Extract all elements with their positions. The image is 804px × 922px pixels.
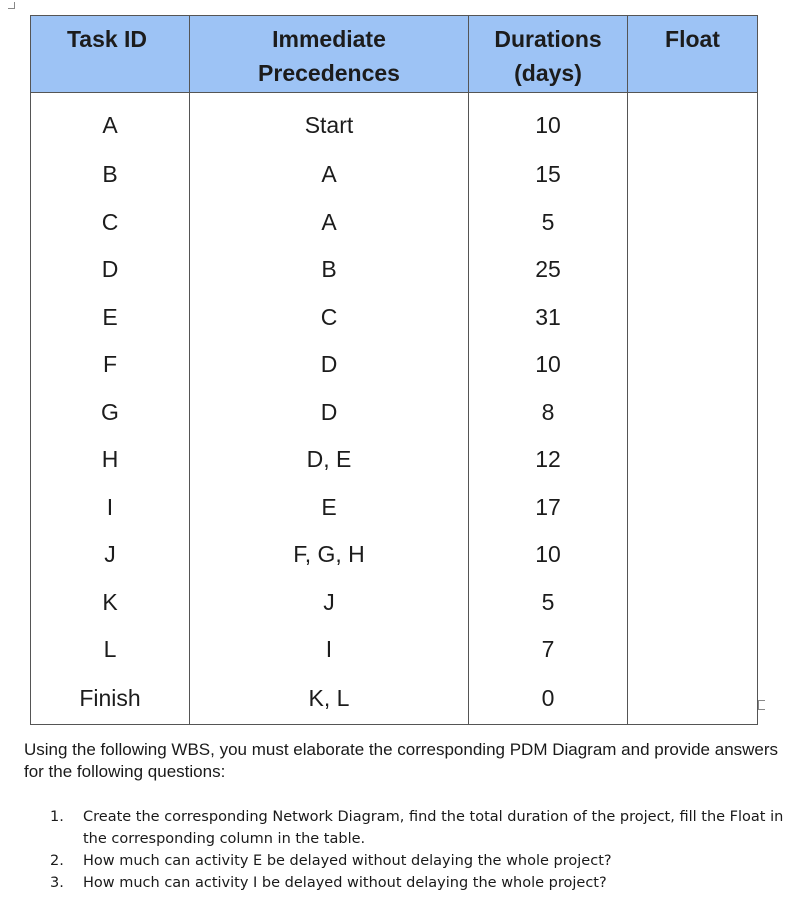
float-cell[interactable] — [628, 246, 758, 294]
header-duration-line1: Durations — [494, 26, 602, 52]
table-row — [31, 626, 758, 674]
question-number: 1. — [50, 809, 64, 825]
precedence-cell: D, E — [190, 436, 469, 484]
duration-cell: 10 — [469, 93, 628, 152]
task-id-cell: K — [31, 579, 190, 627]
duration-cell: 31 — [469, 294, 628, 342]
duration-cell: 8 — [469, 389, 628, 437]
float-cell[interactable] — [628, 674, 758, 725]
table-row — [31, 199, 758, 247]
precedence-cell: C — [190, 294, 469, 342]
table-header-row — [31, 16, 758, 93]
duration-cell: 12 — [469, 436, 628, 484]
task-id-cell: G — [31, 389, 190, 437]
task-id-cell: L — [31, 626, 190, 674]
task-id-cell: H — [31, 436, 190, 484]
table-row — [31, 484, 758, 532]
precedence-cell: F, G, H — [190, 531, 469, 579]
question-number: 3. — [50, 875, 64, 891]
intro-paragraph: Using the following WBS, you must elaborate the corresponding PDM Diagram and provide answers for the following questions: — [24, 740, 779, 781]
float-cell[interactable] — [628, 626, 758, 674]
corner-mark — [758, 700, 765, 710]
table-row — [31, 341, 758, 389]
question-list — [50, 806, 790, 894]
precedence-cell: Start — [190, 93, 469, 152]
table-row — [31, 436, 758, 484]
float-cell[interactable] — [628, 294, 758, 342]
header-task-id: Task ID — [31, 16, 190, 93]
question-text: How much can activity E be delayed without delaying the whole project? — [83, 853, 612, 869]
task-id-cell: A — [31, 93, 190, 152]
duration-cell: 0 — [469, 674, 628, 725]
task-id-cell: D — [31, 246, 190, 294]
question-text: Create the corresponding Network Diagram, find the total duration of the project, fill the Float in the corresponding column in the table. — [83, 809, 784, 847]
question-item — [50, 872, 790, 894]
header-precedence-line1: Immediate — [272, 26, 386, 52]
duration-cell: 5 — [469, 199, 628, 247]
question-item — [50, 806, 790, 850]
precedence-cell: D — [190, 341, 469, 389]
precedence-cell: I — [190, 626, 469, 674]
table-body — [31, 93, 758, 725]
table-row — [31, 294, 758, 342]
task-id-cell: C — [31, 199, 190, 247]
task-id-cell: E — [31, 294, 190, 342]
precedence-cell: K, L — [190, 674, 469, 725]
wbs-table — [30, 15, 758, 725]
table-row — [31, 389, 758, 437]
table-row — [31, 531, 758, 579]
float-cell[interactable] — [628, 531, 758, 579]
float-cell[interactable] — [628, 341, 758, 389]
float-cell[interactable] — [628, 389, 758, 437]
table-row — [31, 674, 758, 725]
precedence-cell: B — [190, 246, 469, 294]
duration-cell: 25 — [469, 246, 628, 294]
question-text: How much can activity I be delayed without delaying the whole project? — [83, 875, 607, 891]
task-id-cell: Finish — [31, 674, 190, 725]
duration-cell: 17 — [469, 484, 628, 532]
precedence-cell: D — [190, 389, 469, 437]
float-cell[interactable] — [628, 93, 758, 152]
task-id-cell: F — [31, 341, 190, 389]
question-item — [50, 850, 790, 872]
header-durations — [469, 16, 628, 93]
float-cell[interactable] — [628, 199, 758, 247]
duration-cell: 15 — [469, 151, 628, 199]
duration-cell: 10 — [469, 341, 628, 389]
duration-cell: 7 — [469, 626, 628, 674]
task-id-cell: J — [31, 531, 190, 579]
table-row — [31, 246, 758, 294]
float-cell[interactable] — [628, 436, 758, 484]
header-duration-line2: (days) — [514, 60, 582, 86]
float-cell[interactable] — [628, 484, 758, 532]
task-id-cell: B — [31, 151, 190, 199]
task-id-cell: I — [31, 484, 190, 532]
duration-cell: 10 — [469, 531, 628, 579]
precedence-cell: J — [190, 579, 469, 627]
question-number: 2. — [50, 853, 64, 869]
table-row — [31, 579, 758, 627]
header-immediate-precedences — [190, 16, 469, 93]
precedence-cell: E — [190, 484, 469, 532]
table-row — [31, 93, 758, 152]
precedence-cell: A — [190, 151, 469, 199]
float-cell[interactable] — [628, 579, 758, 627]
header-float: Float — [628, 16, 758, 93]
corner-mark — [8, 2, 15, 9]
table-row — [31, 151, 758, 199]
float-cell[interactable] — [628, 151, 758, 199]
duration-cell: 5 — [469, 579, 628, 627]
precedence-cell: A — [190, 199, 469, 247]
header-precedence-line2: Precedences — [258, 60, 400, 86]
